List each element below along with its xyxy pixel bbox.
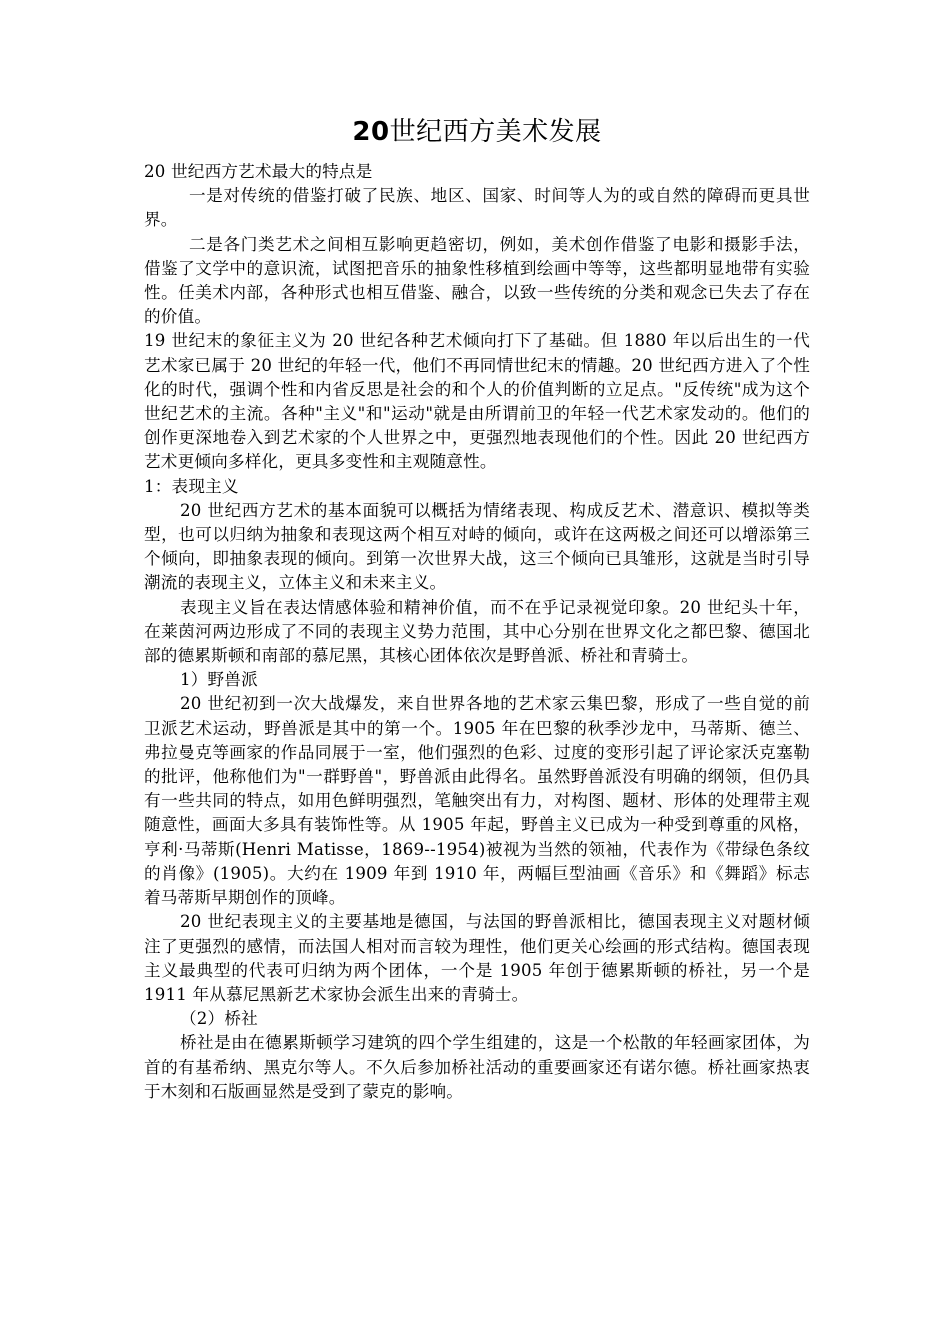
title-number: 20 [352,117,390,147]
body-paragraph: 表现主义旨在表达情感体验和精神价值，而不在乎记录视觉印象。20 世纪头十年，在莱茵河两边形成了不同的表现主义势力范围，其中心分别在世界文化之都巴黎、德国北部的德累斯顿和南部的慕尼黑，其核心团体依次是野兽派、桥社和青骑士。 [144,597,810,666]
body-paragraph: 19 世纪末的象征主义为 20 世纪各种艺术倾向打下了基础。但 1880 年以后出生的一代艺术家已属于 20 世纪的年轻一代，他们不再同情世纪末的情趣。20 世纪西方进入了个性化的时代，强调个性和内省反思是社会的和个人的价值判断的立足点。"反传统"成为这个世纪艺术的主流。各种"主义"和"运动"就是由所谓前卫的年轻一代艺术家发动的。他们的创作更深地卷入到艺术家的个人世界之中，更强烈地表现他们的个性。因此 20 世纪西方艺术更倾向多样化，更具多变性和主观随意性。 [144,331,810,472]
body-paragraph: 桥社是由在德累斯顿学习建筑的四个学生组建的，这是一个松散的年轻画家团体，为首的有基希纳、黑克尔等人。不久后参加桥社活动的重要画家还有诺尔德。桥社画家热衷于木刻和石版画显然是受到了蒙克的影响。 [144,1033,810,1101]
document-title [144,112,810,152]
body-paragraph: （2）桥社 [180,1009,258,1029]
body-paragraph: 一是对传统的借鉴打破了民族、地区、国家、时间等人为的或自然的障碍而更具世界。 [144,186,810,230]
title-text: 世纪西方美术发展 [389,117,602,147]
body-paragraph: 20 世纪西方艺术最大的特点是 [144,162,373,181]
body-paragraph: 20 世纪表现主义的主要基地是德国，与法国的野兽派相比，德国表现主义对题材倾注了更强烈的感情，而法国人相对而言较为理性，他们更关心绘画的形式结构。德国表现主义最典型的代表可归纳为两个团体，一个是 1905 年创于德累斯顿的桥社，另一个是 1911 年从慕尼黑新艺术家协会派生出来的青骑士。 [144,912,810,1004]
document-page [144,112,810,1104]
body-paragraph: 20 世纪西方艺术的基本面貌可以概括为情绪表现、构成反艺术、潜意识、模拟等类型，也可以归纳为抽象和表现这两个相互对峙的倾向，或许在这两极之间还可以增添第三个倾向，即抽象表现的倾向。到第一次世界大战，这三个倾向已具雏形，这就是当时引导潮流的表现主义，立体主义和未来主义。 [144,500,810,593]
body-paragraph: 1：表现主义 [144,476,239,496]
body-paragraph: 1）野兽派 [180,670,258,690]
body-paragraph: 二是各门类艺术之间相互影响更趋密切，例如，美术创作借鉴了电影和摄影手法，借鉴了文学中的意识流，试图把音乐的抽象性移植到绘画中等等，这些都明显地带有实验性。任美术内部，各种形式也相互借鉴、融合，以致一些传统的分类和观念已失去了存在的价值。 [144,234,810,327]
document-body [144,160,810,1104]
body-paragraph: 20 世纪初到一次大战爆发，来自世界各地的艺术家云集巴黎，形成了一些自觉的前卫派艺术运动，野兽派是其中的第一个。1905 年在巴黎的秋季沙龙中，马蒂斯、德兰、弗拉曼克等画家的作品同展于一室，他们强烈的色彩、过度的变形引起了评论家沃克塞勒的批评，他称他们为"一群野兽"，野兽派由此得名。虽然野兽派没有明确的纲领，但仍具有一些共同的特点，如用色鲜明强烈，笔触突出有力，对构图、题材、形体的处理带主观随意性，画面大多具有装饰性等。从 1905 年起，野兽主义已成为一种受到尊重的风格，亨利·马蒂斯(Henri Matisse，1869--1954)被视为当然的领袖，代表作为《带绿色条纹的肖像》(1905)。大约在 1909 年到 1910 年，两幅巨型油画《音乐》和《舞蹈》标志着马蒂斯早期创作的顶峰。 [144,694,810,908]
